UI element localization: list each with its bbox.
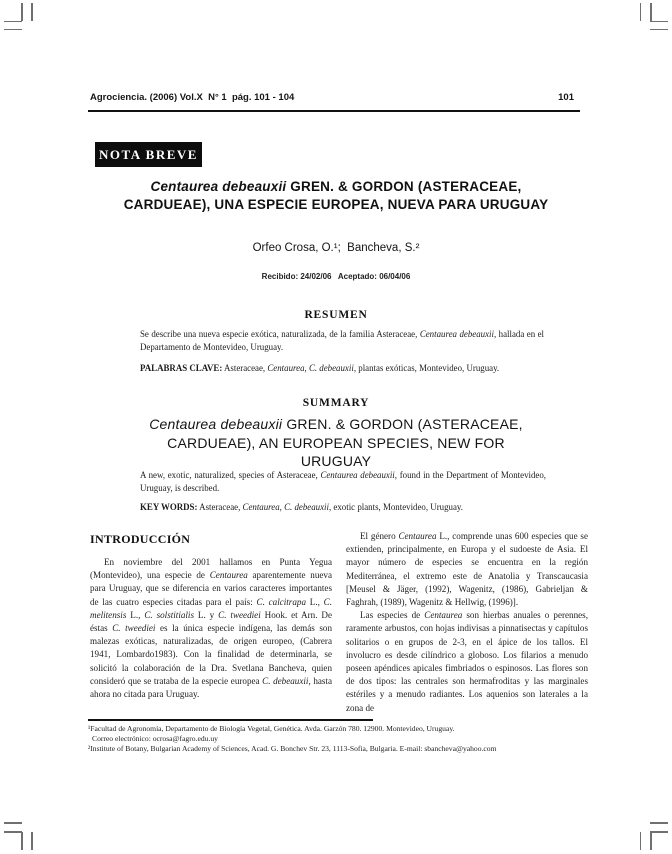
left-column [90,530,332,715]
crop-mark-line [21,832,23,850]
palabras-clave-line: PALABRAS CLAVE: Asteraceae, Centaurea, C. debeauxii, plantas exóticas, Montevideo, Uruguay. [140,363,500,373]
introduccion-paragraph-right-2: Las especies de Centaurea son hierbas anuales o perennes, raramente arbustos, con hojas indivisas a pinnatisectas y capítulos solitarios o en grupos de 2-3, en el ápice de los tallos. El involucro es desde cilíndrico a globoso. Los filarios a menudo poseen apéndices apicales fimbriados o espinosos. Las flores son de dos tipos: las centrales son hermafroditas y las marginales estériles y a menudo radiantes. Los aquenios son laterales a la zona de [346,610,588,713]
introduccion-paragraph-left: En noviembre del 2001 hallamos en Punta Yegua (Montevideo), una especie de Centaurea aparentemente nueva para Uruguay, que se diferencia en varios caracteres importantes de las cuatro especies citadas para el país: C. calcitrapa L., C. melitensis L., C. solstitialis L. y C. tweediei Hook. et Arn. De éstas C. tweediei es la única especie indígena, las demás son malezas exóticas, naturalizadas, de origen europeo, (Cabrera 1941, Lombardo1983). Con la finalidad de determinarla, se solicitó la colaboración de la Dra. Svetlana Bancheva, quien consideró que se trataba de la especie europea C. debeauxii, hasta ahora no citada para Uruguay. [90,557,333,700]
key-words-line: KEY WORDS: Asteraceae, Centaurea, C. debeauxii, exotic plants, Montevideo, Uruguay. [140,502,463,512]
crop-mark-line [650,832,652,850]
page-number: 101 [558,92,574,103]
authors-line: Orfeo Crosa, O.¹; Bancheva, S.² [252,242,420,254]
journal-volume-line: Agrociencia. (2006) Vol.X N° 1 pág. 101 - 104 [90,92,295,103]
section-label-text: NOTA BREVE [99,146,198,162]
crop-mark-line [31,832,33,850]
introduccion-paragraph-right-1: El género Centaurea L., comprende unas 600 especies que se extienden, principalmente, en Europa y el sudoeste de Asia. El mayor número de especies se encuentra en la región Mediterránea, el extremo este de Anatolia y Transcaucasia [Meusel & Jäger, (1992), Wagenitz, (1986), Gabrieljan & Faghrah, (1989), Wagenitz & Hellwig, (1996)]. [346,531,588,608]
section-label-nota-breve [95,142,202,167]
crop-mark-line [21,3,23,21]
footnote-rule [88,719,373,721]
crop-mark-line [31,3,33,21]
footnotes [88,724,593,753]
received-accepted-line: Recibido: 24/02/06 Aceptado: 06/04/06 [261,272,411,281]
crop-mark-line [650,831,668,833]
crop-mark-line [640,3,642,21]
article-title-es: Centaurea debeauxii GREN. & GORDON (ASTERACEAE, CARDUEAE), UNA ESPECIE EUROPEA, NUEVA PARA URUGUAY [123,179,549,212]
crop-mark-line [4,822,22,824]
crop-mark-line [4,29,22,31]
summary-text: A new, exotic, naturalized, species of Asteraceae, Centaurea debeauxii, found in the Department of Montevideo, Uruguay, is described. [140,470,547,493]
crop-mark-line [4,21,22,23]
resumen-text: Se describe una nueva especie exótica, naturalizada, de la familia Asteraceae, Centaurea debeauxii, hallada en el Departamento de Montevideo, Uruguay. [140,329,545,352]
body-columns [90,530,588,715]
crop-mark-line [650,822,668,824]
header-rule [88,110,580,112]
footnote-affiliation-1: ¹Facultad de Agronomía, Departamento de Biología Vegetal, Genética. Avda. Garzón 780. 12900. Montevideo, Uruguay. [88,724,455,733]
crop-mark-line [4,831,22,833]
footnote-affiliation-2: ²Institute of Botany, Bulgarian Academy of Sciences, Acad. G. Bonchev Str. 23, 1113-Sofia, Bulgaria. E-mail: sbancheva@yahoo.com [88,743,497,753]
right-column [346,530,588,715]
summary-heading: SUMMARY [302,397,370,409]
introduccion-heading: INTRODUCCIÓN [90,532,191,546]
article-title-en: Centaurea debeauxii GREN. & GORDON (ASTERACEAE, CARDUEAE), AN EUROPEAN SPECIES, NEW FOR URUGUAY [149,416,523,469]
crop-mark-line [650,29,668,31]
resumen-heading: RESUMEN [304,309,368,321]
crop-mark-line [650,21,668,23]
crop-mark-line [650,3,652,21]
crop-mark-line [640,832,642,850]
footnote-email-1: Correo electrónico: ocrosa@fagro.edu.uy [92,733,218,743]
running-head [90,92,574,103]
